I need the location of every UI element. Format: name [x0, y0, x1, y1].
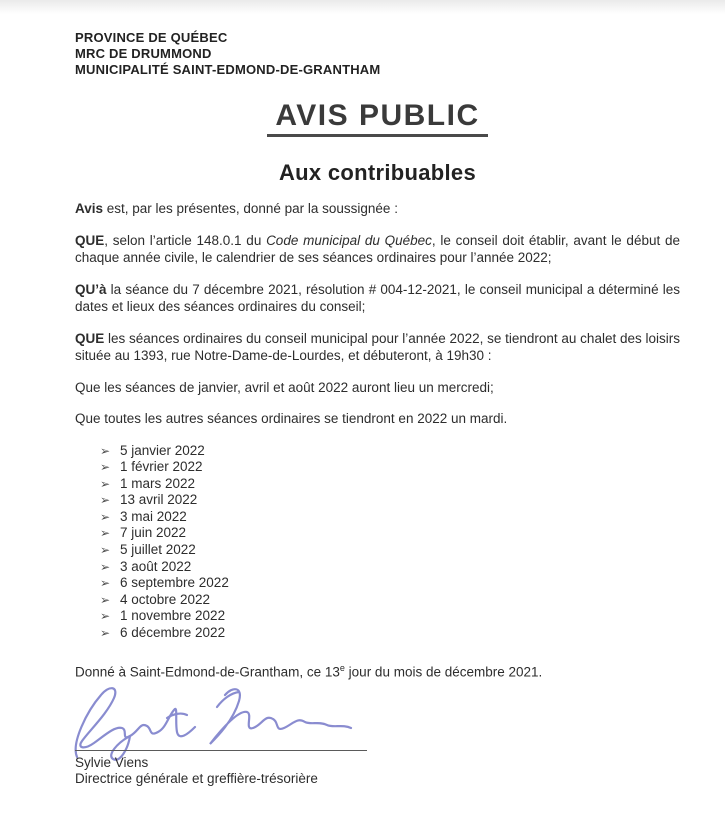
date-list-item — [100, 542, 680, 559]
date-text: 5 janvier 2022 — [120, 442, 205, 458]
qua-text: la séance du 7 décembre 2021, résolution # 004-12-2021, le conseil municipal a déterminé les dates et lieux des séances ordinaires du conseil; — [75, 281, 680, 314]
dates-list — [100, 443, 680, 642]
date-list-item — [100, 625, 680, 642]
date-list-item — [100, 492, 680, 509]
date-list-item — [100, 608, 680, 625]
arrow-bullet-icon: ➢ — [100, 460, 111, 475]
closing-line — [75, 660, 680, 681]
intro-lead-word: Avis — [75, 201, 104, 216]
date-text: 13 avril 2022 — [120, 492, 198, 508]
letterhead-province: PROVINCE DE QUÉBEC — [75, 30, 228, 45]
paragraph-tuesday-note: Que toutes les autres séances ordinaires se tiendront en 2022 un mardi. — [75, 411, 508, 426]
arrow-bullet-icon: ➢ — [100, 543, 111, 558]
intro-paragraph — [75, 200, 680, 218]
que2-lead-word: QUE — [75, 330, 105, 346]
arrow-bullet-icon: ➢ — [100, 526, 111, 541]
date-list-item — [100, 525, 680, 542]
signature-block — [75, 695, 680, 795]
date-list-item — [100, 443, 680, 460]
date-text: 1 février 2022 — [120, 459, 203, 475]
date-text: 1 novembre 2022 — [120, 608, 226, 624]
que1-lead-word: QUE — [75, 232, 105, 248]
date-text: 4 octobre 2022 — [120, 591, 211, 607]
date-list-item — [100, 575, 680, 592]
date-text: 3 août 2022 — [120, 558, 192, 574]
signatory-title: Directrice générale et greffière-trésorière — [75, 770, 318, 786]
closing-text-pre: Donné à Saint-Edmond-de-Grantham, ce 13 — [75, 664, 340, 680]
paragraph-qua — [75, 281, 680, 316]
page-title: AVIS PUBLIC — [267, 99, 487, 137]
arrow-bullet-icon: ➢ — [100, 509, 111, 524]
paragraph-que-1 — [75, 232, 680, 267]
arrow-bullet-icon: ➢ — [100, 559, 111, 574]
signature-line — [75, 750, 367, 751]
intro-text: est, par les présentes, donné par la soussignée : — [103, 201, 398, 216]
date-text: 3 mai 2022 — [120, 508, 187, 524]
arrow-bullet-icon: ➢ — [100, 592, 111, 607]
arrow-bullet-icon: ➢ — [100, 443, 111, 458]
arrow-bullet-icon: ➢ — [100, 576, 111, 591]
qua-lead-word: QU’à — [75, 281, 107, 297]
que1-text-post: , le conseil doit établir, avant le début de chaque année civile, le calendrier de ses séances ordinaires pour l’année 2022; — [75, 232, 680, 265]
arrow-bullet-icon: ➢ — [100, 493, 111, 508]
closing-text-post: jour du mois de décembre 2021. — [344, 664, 543, 680]
signatory-name: Sylvie Viens — [75, 754, 149, 770]
date-text: 7 juin 2022 — [120, 525, 187, 541]
paragraph-wednesday-note: Que les séances de janvier, avril et août 2022 auront lieu un mercredi; — [75, 379, 494, 395]
que1-text-pre: , selon l’article 148.0.1 du — [104, 232, 267, 248]
date-text: 6 septembre 2022 — [120, 575, 229, 591]
arrow-bullet-icon: ➢ — [100, 476, 111, 491]
date-list-item — [100, 559, 680, 576]
date-list-item — [100, 476, 680, 493]
letterhead — [75, 30, 680, 78]
date-text: 5 juillet 2022 — [120, 542, 196, 558]
letterhead-municipality: MUNICIPALITÉ SAINT-EDMOND-DE-GRANTHAM — [75, 62, 381, 77]
date-list-item — [100, 592, 680, 609]
arrow-bullet-icon: ➢ — [100, 609, 111, 624]
arrow-bullet-icon: ➢ — [100, 626, 111, 641]
page-subtitle: Aux contribuables — [278, 160, 477, 185]
paragraph-que-2 — [75, 330, 680, 365]
que1-law-title: Code municipal du Québec — [266, 232, 432, 248]
date-list-item — [100, 459, 680, 476]
date-text: 1 mars 2022 — [120, 475, 196, 491]
letterhead-mrc: MRC DE DRUMMOND — [75, 46, 212, 61]
closing-ordinal-sup: e — [339, 662, 345, 673]
date-list-item — [100, 509, 680, 526]
date-text: 6 décembre 2022 — [120, 625, 226, 641]
que2-text: les séances ordinaires du conseil municipal pour l’année 2022, se tiendront au chalet des loisirs située au 1393, rue Notre-Dame-de-Lourdes, et débuteront, à 19h30 : — [75, 330, 680, 363]
